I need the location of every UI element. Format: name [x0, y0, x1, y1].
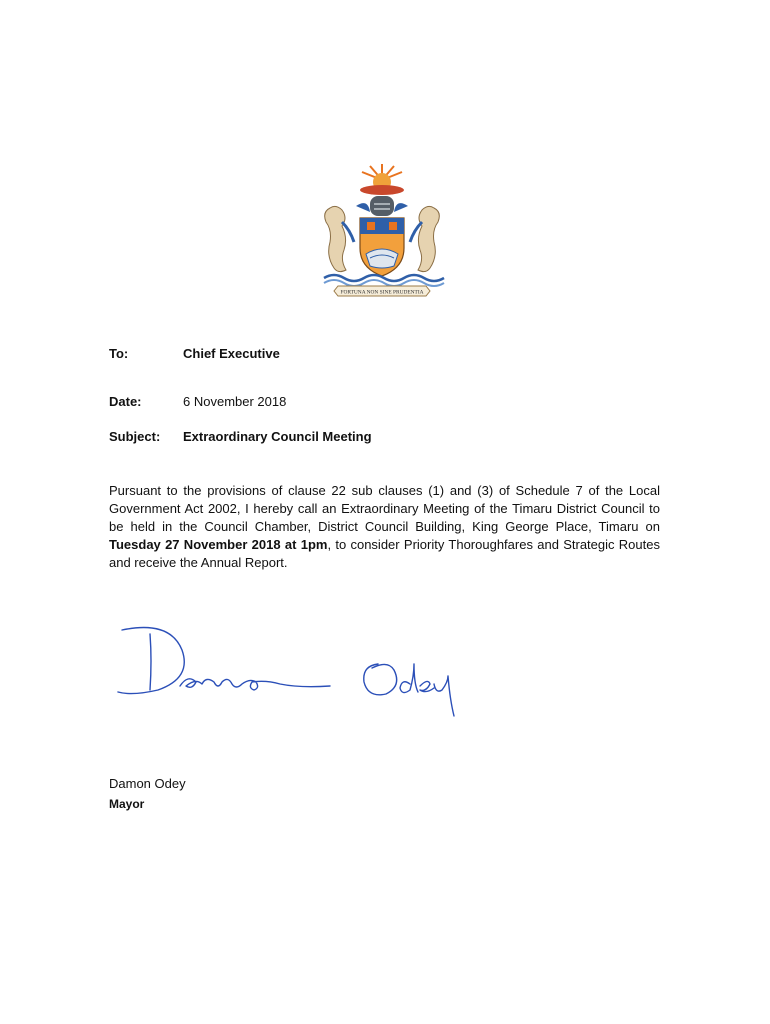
body-text-start: Pursuant to the provisions of clause 22 sub clauses (1) and (3) of Schedule 7 of the Local Government Act 2002, I hereby call an Extraordinary Meeting of the Timaru District Council to be held in the Council Chamber, District Council Building, King George Place, Timaru on: [109, 483, 660, 534]
date-label: Date:: [109, 394, 142, 409]
to-value: Chief Executive: [183, 346, 280, 361]
meeting-datetime: Tuesday 27 November 2018 at 1pm: [109, 537, 328, 552]
helmet-icon: [356, 196, 408, 216]
subject-label: Subject:: [109, 429, 161, 444]
signatory-title: Mayor: [109, 797, 145, 811]
sun-crest-icon: [360, 164, 404, 195]
svg-text:FORTUNA NON SINE PRUDENTIA: FORTUNA NON SINE PRUDENTIA: [340, 289, 424, 296]
date-value: 6 November 2018: [183, 394, 287, 409]
handwritten-signature: [110, 620, 470, 730]
signatory-name: Damon Odey: [109, 776, 186, 791]
seahorse-left-icon: [325, 206, 354, 271]
to-label: To:: [109, 346, 129, 361]
council-coat-of-arms: [312, 160, 452, 300]
motto-scroll: [334, 286, 430, 296]
waves-icon: [324, 275, 444, 286]
seahorse-right-icon: [410, 206, 439, 271]
shield-icon: [360, 218, 404, 276]
body-paragraph: [109, 482, 660, 572]
body-text-end: , to consider Priority Thoroughfares and Strategic Routes and receive the Annual Report.: [109, 537, 660, 570]
subject-value: Extraordinary Council Meeting: [183, 429, 372, 444]
